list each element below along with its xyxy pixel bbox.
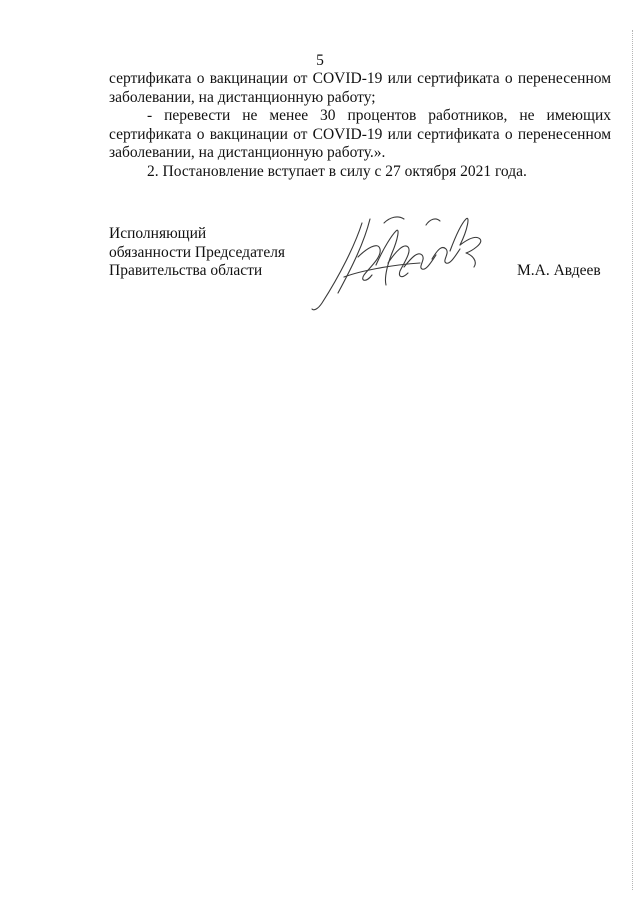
- signatory-title: [109, 225, 285, 281]
- signatory-name: М.А. Авдеев: [517, 262, 601, 279]
- paragraph-line: заболевании, на дистанционную работу;: [109, 88, 376, 106]
- paragraph-line: 2. Постановление вступает в силу с 27 октября 2021 года.: [147, 162, 527, 180]
- document-body: [109, 70, 611, 182]
- paragraph-line: сертификата о вакцинации от COVID-19 или сертификата о перенесенном: [109, 125, 611, 143]
- signatory-title-line: Правительства области: [109, 262, 263, 280]
- paragraph-2: [109, 107, 611, 163]
- paragraph-1: [109, 70, 611, 107]
- paragraph-3: [109, 163, 611, 182]
- handwritten-signature: [300, 205, 500, 315]
- page-edge-scan-line: [632, 30, 634, 890]
- paragraph-line: заболевании, на дистанционную работу.».: [109, 144, 386, 162]
- paragraph-line: - перевести не менее 30 процентов работников, не имеющих: [147, 107, 611, 125]
- signatory-title-line: обязанности Председателя: [109, 243, 286, 261]
- page-number: 5: [316, 52, 324, 69]
- paragraph-line: сертификата о вакцинации от COVID-19 или сертификата о перенесенном: [109, 70, 611, 87]
- signatory-title-line: Исполняющий: [109, 225, 207, 242]
